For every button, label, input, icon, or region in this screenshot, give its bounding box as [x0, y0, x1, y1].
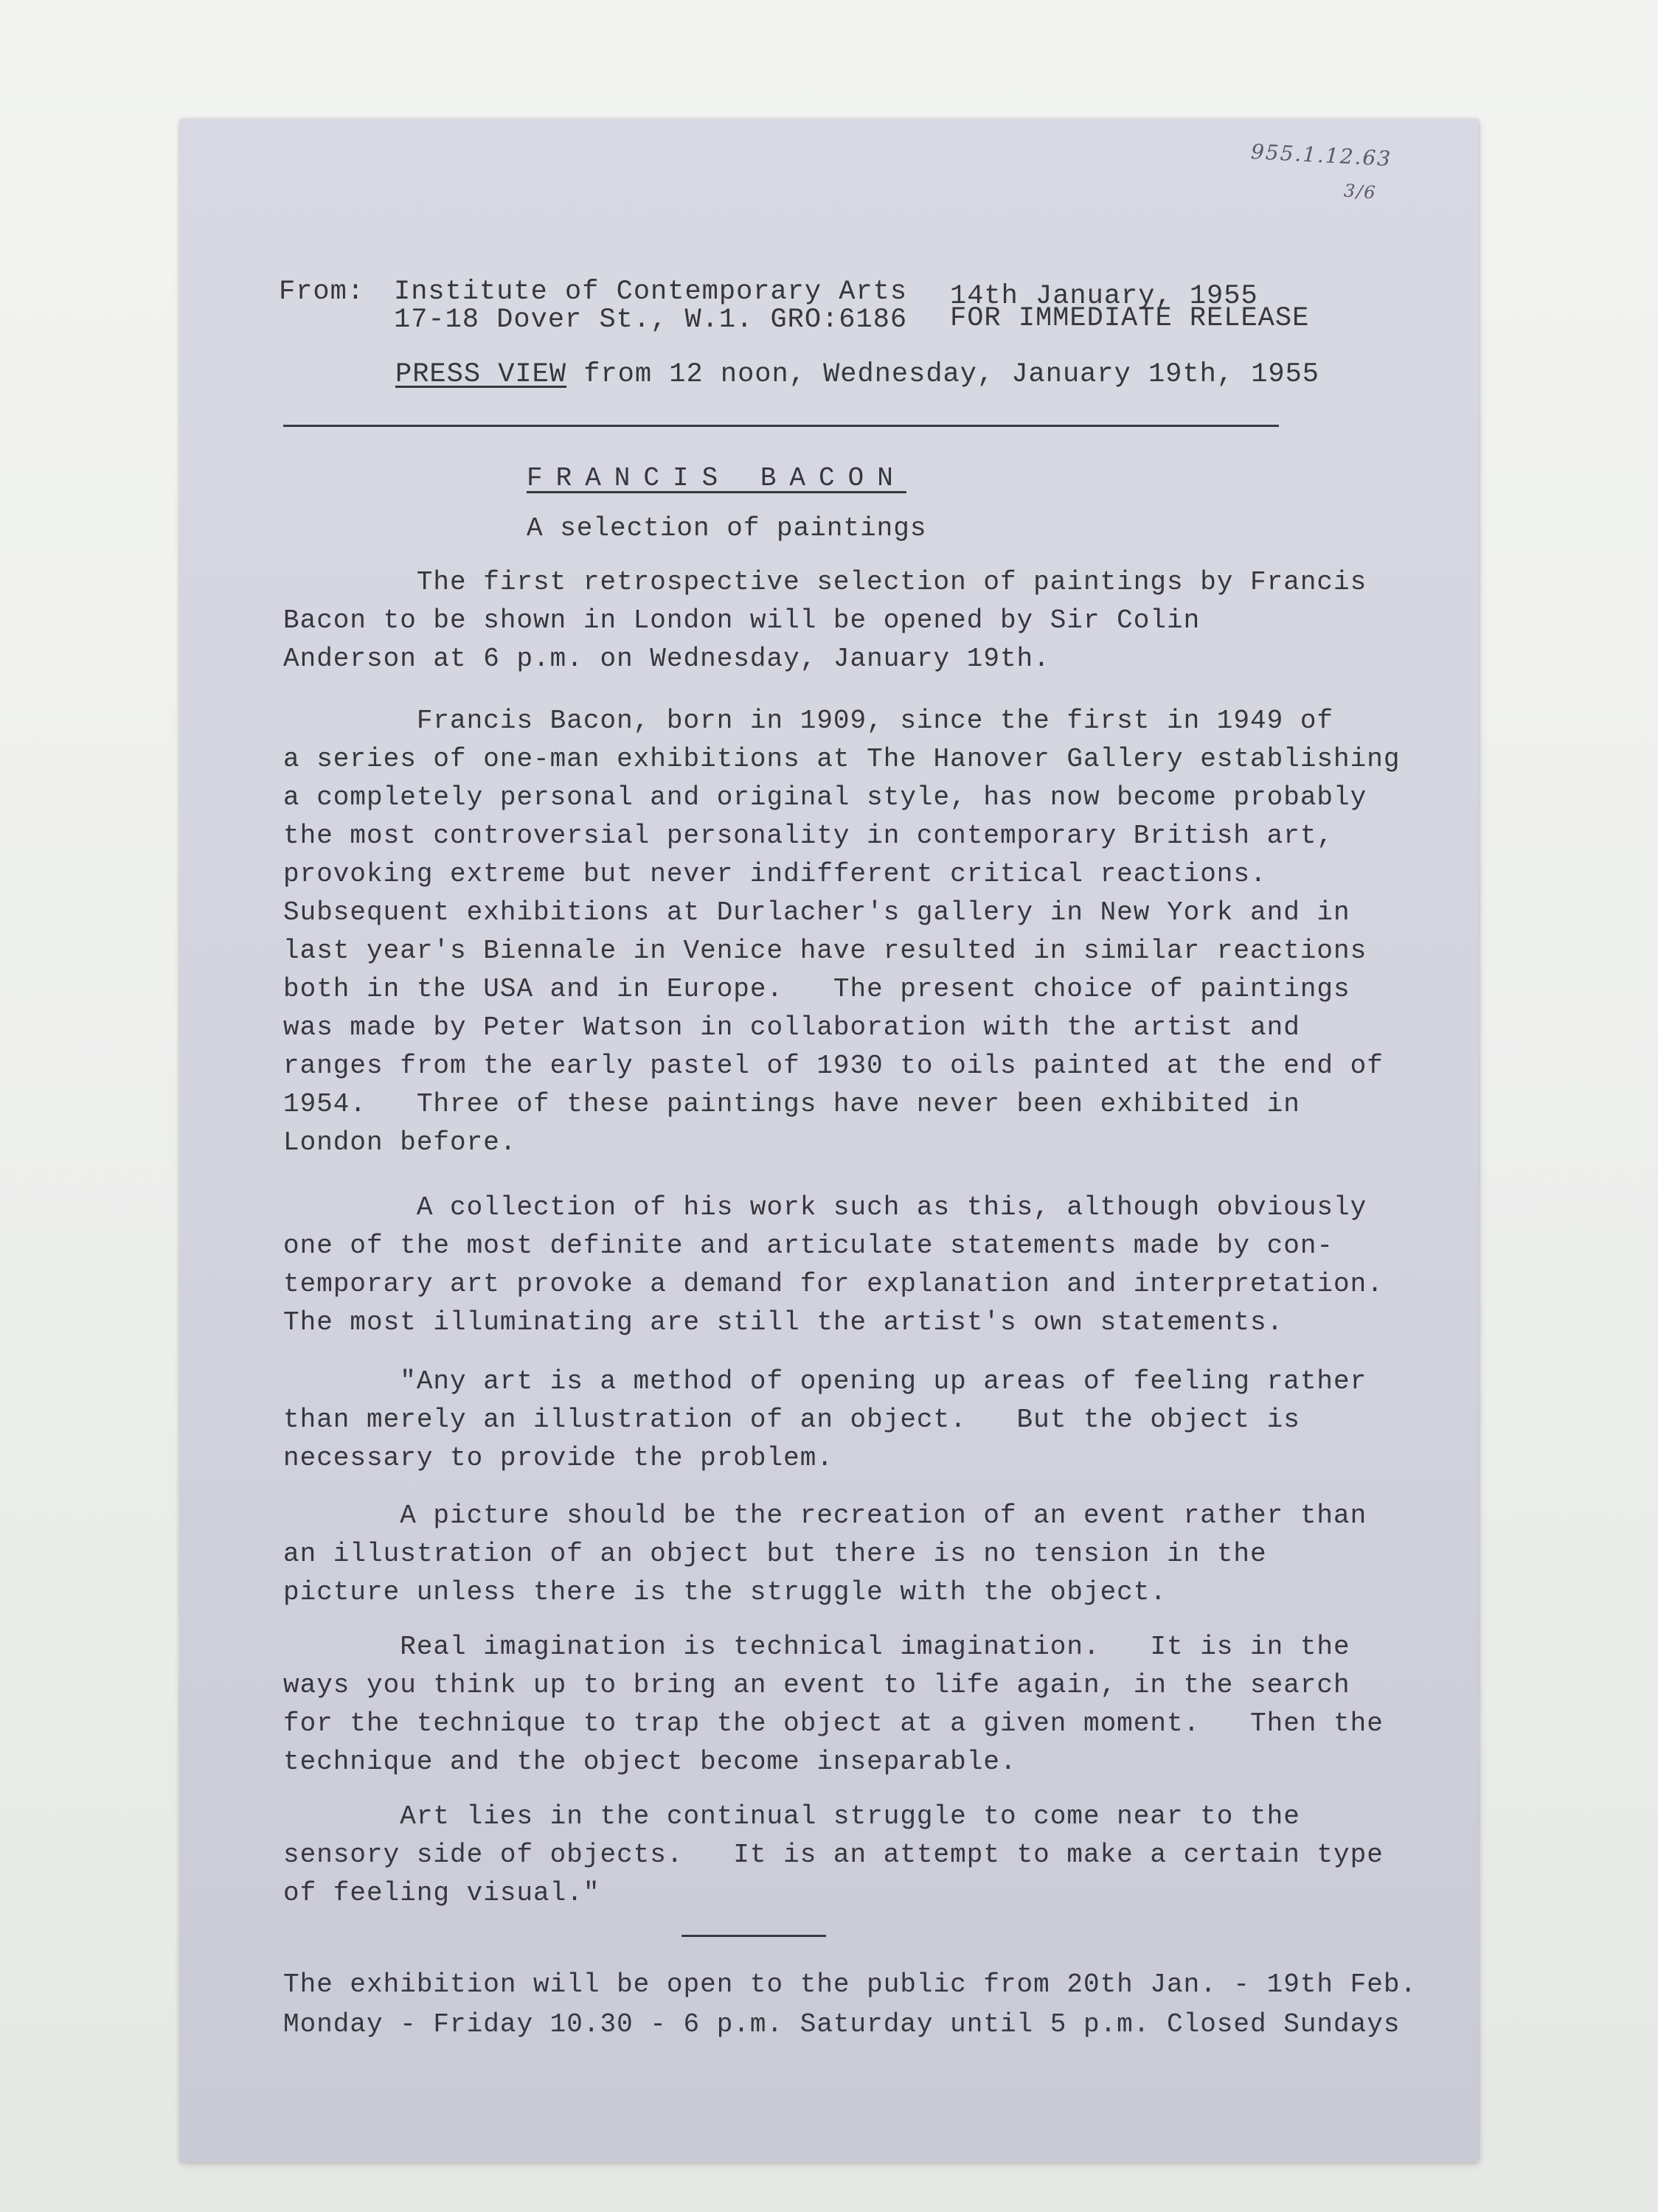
- body-line: temporary art provoke a demand for explanation and interpretation.: [283, 1269, 1384, 1299]
- from-label: From:: [279, 276, 365, 307]
- body-line: London before.: [283, 1127, 517, 1158]
- opening-hours: Monday - Friday 10.30 - 6 p.m. Saturday until 5 p.m. Closed Sundays: [283, 2009, 1401, 2039]
- body-line: one of the most definite and articulate statements made by con-: [283, 1231, 1334, 1261]
- body-line: a completely personal and original style, has now become probably: [283, 782, 1367, 813]
- body-line: The first retrospective selection of paintings by Francis: [283, 567, 1367, 597]
- press-release-sheet: [180, 119, 1478, 2162]
- body-line: a series of one-man exhibitions at The Hanover Gallery establishing: [283, 744, 1401, 774]
- body-line: Art lies in the continual struggle to come near to the: [283, 1801, 1300, 1832]
- body-line: both in the USA and in Europe. The present choice of paintings: [283, 974, 1350, 1004]
- document-subtitle: A selection of paintings: [527, 513, 927, 543]
- press-view-details: from 12 noon, Wednesday, January 19th, 1955: [566, 359, 1320, 390]
- body-line: was made by Peter Watson in collaboration with the artist and: [283, 1012, 1300, 1043]
- archive-reference-number: 955.1.12.63: [1250, 139, 1392, 171]
- body-line: Real imagination is technical imagination. It is in the: [283, 1632, 1350, 1662]
- body-line: ways you think up to bring an event to life again, in the search: [283, 1670, 1350, 1700]
- body-line: sensory side of objects. It is an attempt to make a certain type: [283, 1840, 1384, 1870]
- body-line: ranges from the early pastel of 1930 to oils painted at the end of: [283, 1051, 1384, 1081]
- opening-dates: The exhibition will be open to the public from 20th Jan. - 19th Feb.: [283, 1969, 1418, 2000]
- organisation-name: Institute of Contemporary Arts: [394, 276, 908, 307]
- archive-sheet-number: 3/6: [1343, 180, 1378, 204]
- body-line: Subsequent exhibitions at Durlacher's gallery in New York and in: [283, 897, 1350, 928]
- header-rule: [283, 425, 1279, 427]
- body-line: Bacon to be shown in London will be opened by Sir Colin: [283, 605, 1201, 636]
- body-line: technique and the object become inseparable.: [283, 1747, 1017, 1777]
- body-line: than merely an illustration of an object. But the object is: [283, 1405, 1300, 1435]
- body-line: A collection of his work such as this, although obviously: [283, 1192, 1367, 1222]
- body-line: picture unless there is the struggle with the object.: [283, 1577, 1167, 1607]
- footer-divider: [681, 1935, 826, 1937]
- release-status: FOR IMMEDIATE RELEASE: [950, 303, 1310, 334]
- body-line: provoking extreme but never indifferent critical reactions.: [283, 859, 1267, 889]
- body-line: "Any art is a method of opening up areas of feeling rather: [283, 1366, 1367, 1397]
- body-line: 1954. Three of these paintings have never been exhibited in: [283, 1089, 1300, 1119]
- body-line: an illustration of an object but there is no tension in the: [283, 1539, 1267, 1569]
- release-date: 14th January, 1955: [950, 281, 1258, 312]
- organisation-address: 17-18 Dover St., W.1. GRO:6186: [394, 305, 908, 335]
- body-line: last year's Biennale in Venice have resulted in similar reactions: [283, 936, 1367, 966]
- body-line: necessary to provide the problem.: [283, 1443, 833, 1473]
- body-line: Anderson at 6 p.m. on Wednesday, January 19th.: [283, 644, 1050, 674]
- body-line: of feeling visual.": [283, 1878, 600, 1908]
- body-line: for the technique to trap the object at a given moment. Then the: [283, 1708, 1384, 1739]
- body-line: Francis Bacon, born in 1909, since the first in 1949 of: [283, 706, 1334, 736]
- body-line: The most illuminating are still the artist's own statements.: [283, 1307, 1284, 1338]
- body-line: the most controversial personality in contemporary British art,: [283, 821, 1334, 851]
- body-line: A picture should be the recreation of an event rather than: [283, 1500, 1367, 1531]
- document-title: FRANCIS BACON: [527, 463, 906, 493]
- press-view-line: [395, 358, 1319, 391]
- press-view-label: PRESS VIEW: [395, 359, 567, 390]
